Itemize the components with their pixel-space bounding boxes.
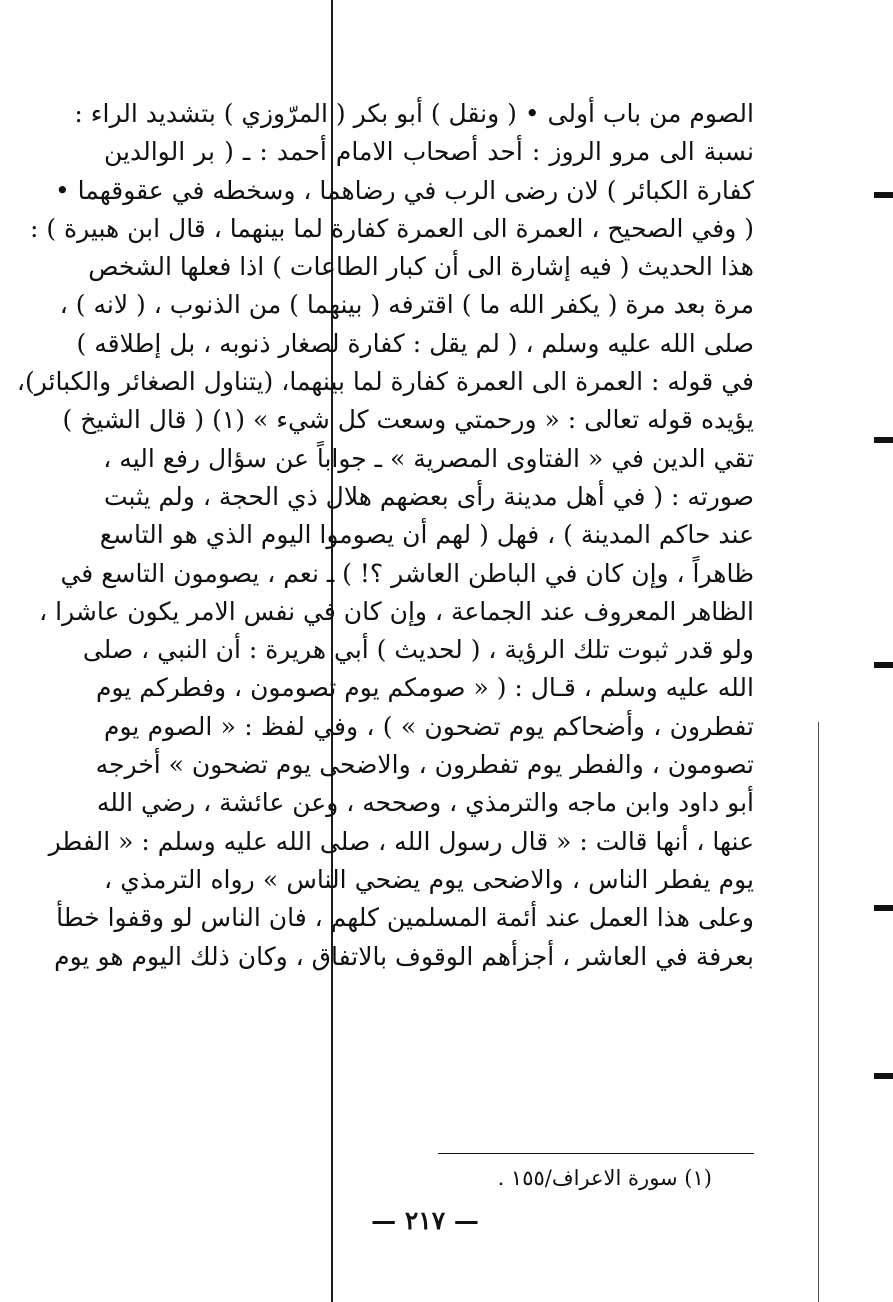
text-line: تقي الدين في « الفتاوى المصرية » ـ جواباً عن سؤال رفع اليه ، — [103, 443, 754, 473]
text-line: عند حاكم المدينة ) ، فهل ( لهم أن يصوموا اليوم الذي هو التاسع — [99, 520, 754, 550]
text-line: الظاهر المعروف عند الجماعة ، وإن كان في نفس الامر يكون عاشرا ، — [39, 596, 754, 626]
text-line: في قوله : العمرة الى العمرة كفارة لما بينهما، (يتناول الصغائر والكبائر)، — [16, 367, 754, 397]
text-line: ( وفي الصحيح ، العمرة الى العمرة كفارة لما بينهما ، قال ابن هبيرة ) : — [29, 213, 754, 243]
text-line: يؤيده قوله تعالى : « ورحمتي وسعت كل شيء » (١) ( قال الشيخ ) — [62, 405, 754, 435]
text-line: تصومون ، والفطر يوم تفطرون ، والاضحى يوم تضحون » أخرجه — [95, 750, 754, 780]
text-line: الله عليه وسلم ، قـال : ( « صومكم يوم تصومون ، وفطركم يوم — [95, 673, 754, 703]
text-line: عنها ، أنها قالت : « قال رسول الله ، صلى الله عليه وسلم : « الفطر — [48, 826, 754, 856]
text-line: صورته : ( في أهل مدينة رأى بعضهم هلال ذي الحجة ، ولم يثبت — [104, 481, 754, 511]
margin-mark — [874, 192, 893, 198]
margin-mark — [874, 905, 893, 911]
text-line: نسبة الى مرو الروز : أحد أصحاب الامام أحمد : ـ ( بر الوالدين — [104, 137, 754, 167]
text-line: صلى الله عليه وسلم ، ( لم يقل : كفارة لصغار ذنوبه ، بل إطلاقه ) — [76, 328, 754, 358]
margin-mark — [874, 662, 893, 668]
text-line: هذا الحديث ( فيه إشارة الى أن كبار الطاعات ) اذا فعلها الشخص — [88, 252, 754, 282]
margin-mark — [874, 437, 893, 443]
text-line: بعرفة في العاشر ، أجزأهم الوقوف بالاتفاق ، وكان ذلك اليوم هو يوم — [54, 941, 754, 971]
main-text-block — [16, 95, 754, 976]
text-line: يوم يفطر الناس ، والاضحى يوم يضحي الناس » رواه الترمذي ، — [104, 864, 754, 894]
text-line: الصوم من باب أولى • ( ونقل ) أبو بكر ( المرّوزي ) بتشديد الراء : — [74, 99, 754, 128]
text-line: كفارة الكبائر ) لان رضى الرب في رضاهما ، وسخطه في عقوقهما • — [54, 175, 754, 205]
margin-mark — [874, 1073, 893, 1079]
text-line: تفطرون ، وأضحاكم يوم تضحون » ) ، وفي لفظ : « الصوم يوم — [104, 711, 754, 741]
scan-edge-line — [818, 722, 819, 1302]
text-line: وعلى هذا العمل عند أئمة المسلمين كلهم ، فان الناس لو وقفوا خطأ — [56, 903, 754, 933]
footnote-divider — [438, 1153, 754, 1154]
text-line: مرة بعد مرة ( يكفر الله ما ) اقترفه ( بينهما ) من الذنوب ، ( لانه ) ، — [59, 290, 754, 320]
page-number: — ٢١٧ — — [371, 1206, 479, 1235]
text-line: أبو داود وابن ماجه والترمذي ، وصححه ، وعن عائشة ، رضي الله — [96, 788, 754, 818]
text-line: ولو قدر ثبوت تلك الرؤية ، ( لحديث ) أبي هريرة : أن النبي ، صلى — [82, 635, 754, 665]
footnote: (١) سورة الاعراف/١٥٥ . — [497, 1166, 712, 1190]
text-line: ظاهراً ، وإن كان في الباطن العاشر ؟! ) ـ نعم ، يصومون التاسع في — [60, 558, 754, 588]
